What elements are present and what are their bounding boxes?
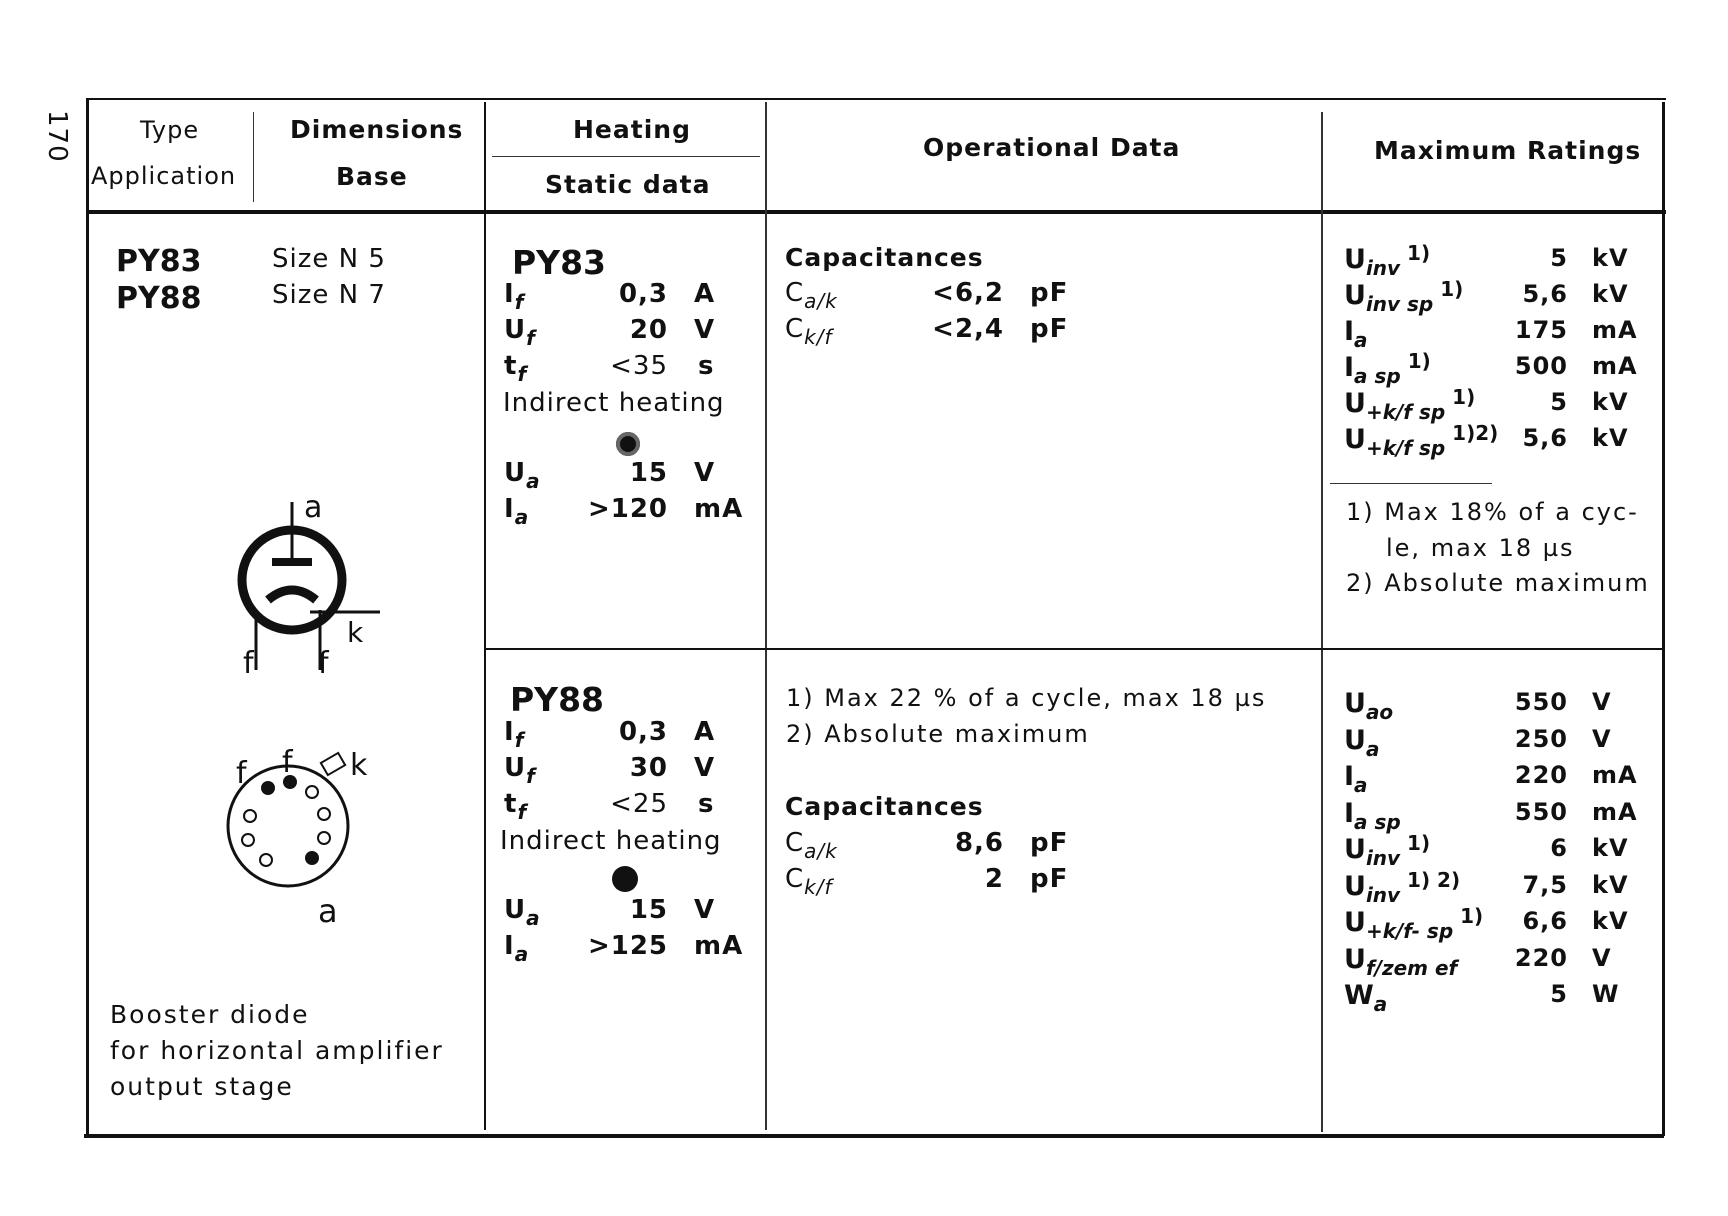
py83-ckf-sym: $C_{k/f}$ [785,314,833,349]
py88-ia-unit: mA [694,931,744,961]
py83-capacitances-title: Capacitances [785,243,984,272]
col-divider-heating [484,102,486,1130]
py83-uf-val: 20 [629,315,668,345]
symbol-label-f1: f [243,646,255,681]
py88-cak-sym: $C_{a/k}$ [785,828,838,863]
header-base: Base [336,162,408,191]
py88-max-row-4-value: 6 [1550,834,1568,862]
py88-max-row-7-symbol: $U_{f/zem ef}$ [1344,943,1458,980]
header-maximum-ratings: Maximum Ratings [1374,136,1642,165]
symbol-label-a: a [304,490,324,525]
py88-max-row-7-value: 220 [1514,943,1568,972]
py88-max-row-0-symbol: $U_{ao}$ [1344,688,1394,724]
py83-ckf-unit: pF [1030,314,1069,344]
application-line-1: Booster diode [110,1000,310,1029]
py88-tf-val: <25 [610,789,668,819]
py83-max-row-5-value: 5,6 [1522,424,1568,452]
py88-tf-sym: $t_f$ [504,789,528,824]
py88-max-row-5-value: 7,5 [1522,870,1568,899]
py83-max-row-2-symbol: $I_a$ [1344,316,1368,352]
py88-max-row-7-unit: V [1592,943,1612,972]
py88-note-2: 2) Absolute maximum [786,720,1090,748]
py83-max-row-1-unit: kV [1592,280,1629,308]
py83-ua-val: 15 [629,458,668,488]
header-application: Application [91,162,237,190]
py88-heating-indicator [612,866,638,892]
py88-max-row-2-symbol: $I_a$ [1344,761,1368,797]
py83-max-row-5-unit: kV [1592,424,1629,452]
py83-cak-unit: pF [1030,278,1069,308]
py83-max-row-0-symbol: $U_{inv}$ $^{1)}$ [1344,241,1431,280]
header-static-data: Static data [545,170,711,199]
py83-max-row-1-value: 5,6 [1522,280,1568,308]
py88-max-row-3-unit: mA [1592,797,1638,826]
py88-max-row-8-unit: W [1592,980,1620,1008]
table-left-border [86,98,89,1136]
py88-ua-val: 15 [629,895,668,925]
py88-max-row-6-value: 6,6 [1522,907,1568,935]
col-divider-max [1321,112,1323,1132]
py83-ia-unit: mA [694,494,744,524]
base-label-k: k [350,748,369,783]
py88-max-row-4-unit: kV [1592,834,1629,862]
type-py83: PY83 [116,244,202,279]
header-type: Type [140,116,200,144]
py88-max-row-3-value: 550 [1514,797,1568,826]
py88-max-row-2-unit: mA [1592,761,1638,789]
application-line-3: output stage [110,1072,294,1101]
footnote-rule [1330,483,1492,484]
table-bottom-border [84,1134,1664,1138]
py83-max-row-1-symbol: $U_{inv sp}$ $^{1)}$ [1344,277,1464,316]
py83-max-row-4-value: 5 [1550,388,1568,416]
heating-divider [492,156,760,157]
py88-uf-unit: V [694,753,716,783]
py83-ia-val: >120 [587,494,668,524]
base-label-f1: f [236,756,248,791]
symbol-label-k: k [347,616,365,649]
py83-heating-indicator [616,432,640,456]
py88-max-row-6-unit: kV [1592,907,1629,935]
py88-capacitances-title: Capacitances [785,792,984,821]
col-divider-type [253,112,254,202]
py83-max-row-3-unit: mA [1592,352,1638,380]
py88-cak-val: 8,6 [954,828,1004,858]
py88-max-row-3-symbol: $I_{a sp}$ [1344,797,1401,834]
py83-cak-val: <6,2 [932,278,1004,308]
py83-max-row-0-unit: kV [1592,244,1629,272]
py83-tf-unit: s [698,351,715,381]
py88-if-unit: A [694,717,716,747]
py83-max-row-3-value: 500 [1514,352,1568,380]
py88-heating: Indirect heating [500,826,722,856]
page-number: 170 [42,110,72,163]
py83-tf-sym: $t_f$ [504,351,528,386]
base-label-a: a [318,892,339,930]
py83-uf-unit: V [694,315,716,345]
py83-if-unit: A [694,279,716,309]
py88-max-row-4-symbol: $U_{inv}$ $^{1)}$ [1344,831,1431,870]
py88-tf-unit: s [698,789,715,819]
py88-max-row-8-symbol: $W_a$ [1344,980,1388,1016]
py83-max-row-2-unit: mA [1592,316,1638,344]
row-divider [486,648,1664,650]
header-heating: Heating [573,115,691,144]
py88-max-row-6-symbol: $U_{+k/f- sp}$ $^{1)}$ [1344,904,1484,943]
py83-max-row-3-symbol: $I_{a sp}$ $^{1)}$ [1344,349,1431,388]
py88-max-row-2-value: 220 [1514,761,1568,789]
size-py83: Size N 5 [272,244,386,274]
py88-note-1: 1) Max 22 % of a cycle, max 18 µs [786,684,1267,712]
py83-tf-val: <35 [610,351,668,381]
py88-max-row-0-unit: V [1592,688,1612,716]
py88-static-title: PY88 [510,680,605,719]
application-line-2: for horizontal amplifier [110,1036,444,1065]
type-py88: PY88 [116,281,202,316]
py88-uf-val: 30 [629,753,668,783]
py83-uf-sym: $U_f$ [504,315,536,350]
py88-max-row-1-symbol: $U_a$ [1344,724,1380,761]
py83-ckf-val: <2,4 [932,314,1004,344]
header-divider [88,210,1666,214]
py88-max-row-1-value: 250 [1514,724,1568,753]
py88-max-row-1-unit: V [1592,724,1612,753]
py83-max-row-0-value: 5 [1550,244,1568,272]
py83-cak-sym: $C_{a/k}$ [785,278,838,313]
py88-uf-sym: $U_f$ [504,753,536,788]
py83-if-sym: $I_f$ [504,279,525,314]
py88-max-row-0-value: 550 [1514,688,1568,716]
py83-max-row-2-value: 175 [1514,316,1568,344]
py88-ia-sym: $I_a$ [504,931,530,966]
py88-if-sym: $I_f$ [504,717,525,752]
py88-cak-unit: pF [1030,828,1069,858]
py88-max-row-5-symbol: $U_{inv}$ $^{1) 2)}$ [1344,867,1461,907]
py83-ua-sym: $U_a$ [504,458,541,493]
py88-ia-val: >125 [587,931,668,961]
py83-static-title: PY83 [512,243,607,282]
py83-if-val: 0,3 [618,279,668,309]
py83-max-note-2: le, max 18 µs [1386,534,1575,562]
py83-max-row-5-symbol: $U_{+k/f sp}$ $^{1)2)}$ [1344,421,1499,460]
py88-ckf-val: 2 [984,864,1004,894]
header-dimensions: Dimensions [290,115,464,144]
py83-heating: Indirect heating [503,388,725,418]
py88-max-row-8-value: 5 [1550,980,1568,1008]
py88-ckf-sym: $C_{k/f}$ [785,864,833,899]
table-top-border [88,98,1666,100]
header-operational-data: Operational Data [923,133,1181,162]
py88-if-val: 0,3 [618,717,668,747]
base-label-f2: f [282,745,294,780]
table-right-border [1662,102,1665,1136]
py88-ua-unit: V [694,895,716,925]
col-divider-operational [765,102,767,1130]
py83-ua-unit: V [694,458,716,488]
py88-ckf-unit: pF [1030,864,1069,894]
py83-max-row-4-unit: kV [1592,388,1629,416]
symbol-label-f2: f [318,646,330,681]
py83-max-note-3: 2) Absolute maximum [1346,569,1650,597]
py88-max-row-5-unit: kV [1592,870,1629,899]
py83-max-note-1: 1) Max 18% of a cyc- [1346,498,1639,526]
size-py88: Size N 7 [272,280,386,310]
py83-ia-sym: $I_a$ [504,494,530,529]
py88-ua-sym: $U_a$ [504,895,541,930]
py83-max-row-4-symbol: $U_{+k/f sp}$ $^{1)}$ [1344,385,1476,424]
